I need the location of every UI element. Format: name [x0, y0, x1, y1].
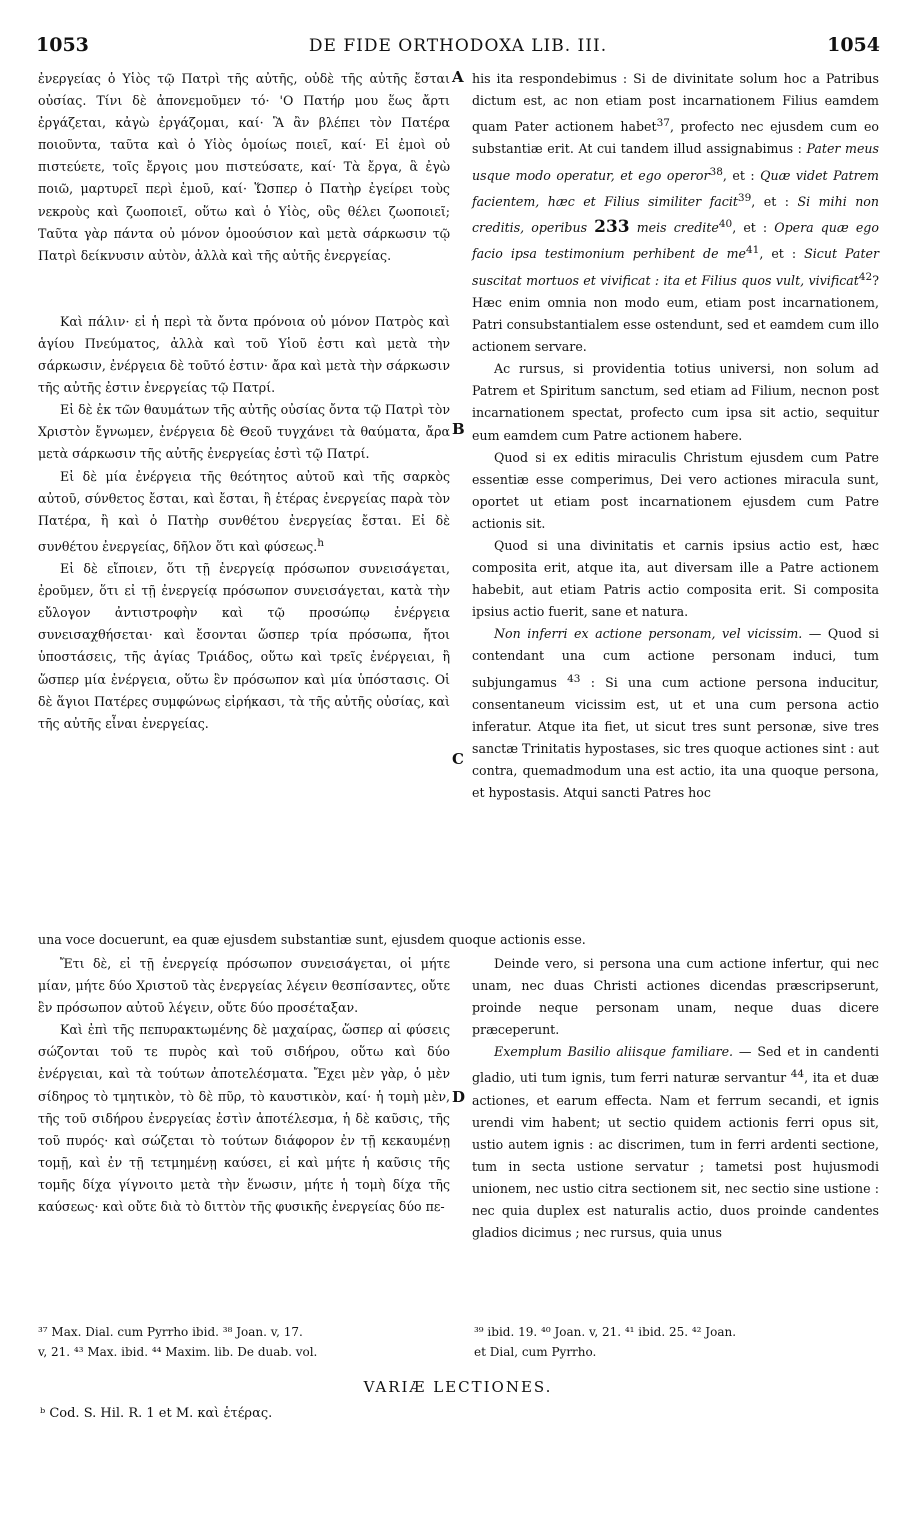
footnote-ref: 41 [745, 244, 760, 257]
scripture-quote: Sicut Pater suscitat mortuos et vivificat : ita et Filius quos vult, vivificat [472, 246, 879, 288]
latin-paragraph-2: Ac rursus, si providentia totius universi, non solum ad Patrem et Spiritum sanctum, sed etiam ad Filium, necnon post incarnationem spectat, profecto cum ipsa sit actio, sequitur eum eamdem cum Patre actionem habere. [472, 361, 879, 443]
margin-marker-a: A [452, 68, 464, 86]
scripture-quote: Opera quæ ego facio ipsa testimonium perhibent de me [472, 220, 879, 262]
page-number-left: 1053 [36, 34, 89, 56]
latin-paragraph-6: Deinde vero, si persona una cum actione infertur, qui nec unam, nec duas Christi actiones dicendas præscripserunt, proinde neque personam unam, neque duas dicere præceperunt. [472, 956, 879, 1038]
latin-text: , et : [751, 194, 789, 210]
footnote-ref: 42 [858, 270, 873, 283]
footnote-ref: 40 [718, 218, 733, 231]
greek-paragraph-7: Καὶ ἐπὶ τῆς πεπυρακτωμένης δὲ μαχαίρας, ὥσπερ αἱ φύσεις σώζονται τοῦ τε πυρὸς καὶ τοῦ σιδήρου, οὕτω καὶ δύο ἐνέργειαι, καὶ τὰ τούτων ἀποτελέσματα. Ἔχει μὲν γὰρ, ὁ μὲν σίδηρος τὸ τμητικὸν, τὸ δὲ πῦρ, τὸ καυστικὸν, καί· ἡ τομὴ μὲν, τῆς τοῦ σιδήρου ἐνεργείας ἐστὶν ἀποτέλεσμα, ἡ δὲ καῦσις, τῆς τοῦ πυρός· καὶ σώζεται τὸ τούτων διάφορον ἐν τῇ κεκαυμένῃ τομῇ, καὶ ἐν τῇ τετμημένῃ καύσει, εἰ καὶ μήτε ἡ καῦσις τῆς τομῆς δίχα γίγνοιτο μετὰ τὴν ἕνωσιν, μήτε ἡ τομὴ δίχα τῆς καύσεως· καὶ οὔτε διὰ τὸ διττὸν τῆς φυσικῆς ἐνεργείας δύο πε- [38, 1022, 450, 1215]
latin-text: , profecto nec ejusdem cum eo substantiæ erit. At cui tandem illud assignabimus : [472, 119, 880, 157]
page-number-right: 1054 [827, 34, 880, 56]
footnote-ref: 38 [709, 165, 723, 178]
greek-paragraph-4 [38, 466, 450, 559]
latin-text: Quod si contendant una cum actione personam induci, tum subjungamus [472, 626, 879, 690]
footnote-ref: 39 [737, 191, 752, 204]
latin-column-lower [472, 953, 879, 1244]
latin-text: , et : [722, 167, 755, 183]
full-width-line: una voce docuerunt, ea quæ ejusdem substantiæ sunt, ejusdem quoque actionis esse. [38, 932, 586, 947]
greek-paragraph-2: Καὶ πάλιν· εἰ ἡ περὶ τὰ ὄντα πρόνοια οὐ μόνον Πατρὸς καὶ ἁγίου Πνεύματος, ἀλλὰ καὶ τοῦ Υἱοῦ ἐστι καὶ μετὰ τὴν σάρκωσιν, ἐνέργεια δὲ τοῦτό ἐστιν· ἄρα καὶ μετὰ τὴν σάρκωσιν τῆς αὐτῆς ἐστιν ἐνεργείας τῷ Πατρί. [38, 313, 450, 396]
latin-paragraph-1 [472, 68, 879, 358]
latin-paragraph-3: Quod si ex editis miraculis Christum ejusdem cum Patre essentiæ esse comperimus, Dei vero actiones miracula sunt, oportet ut etiam post incarnationem ejusdem cum Patre actionis sit. [472, 449, 879, 531]
scripture-quote: Si mihi non creditis, operibus [472, 194, 879, 236]
margin-marker-d: D [452, 1088, 466, 1106]
running-title: DE FIDE ORTHODOXA LIB. III. [308, 36, 608, 56]
footnote-line: et Dial, cum Pyrrho. [474, 1345, 597, 1359]
greek-paragraph-1: ἐνεργείας ὁ Υἱὸς τῷ Πατρὶ τῆς αὐτῆς, οὐδὲ τῆς αὐτῆς ἔσται οὐσίας. Τίνι δὲ ἀπονεμοῦμεν τό· 'Ο Πατήρ μου ἕως ἄρτι ἐργάζεται, κἀγὼ ἐργάζομαι, καί· Ἃ ἂν βλέπει τὸν Πατέρα ποιοῦντα, ταῦτα καὶ ὁ Υἱὸς ὁμοίως ποιεῖ, καί· Εἰ ἐμοὶ οὐ πιστεύετε, τοῖς ἔργοις μου πιστεύσατε, καί· Τὰ ἔργα, ἃ ἐγὼ ποιῶ, μαρτυρεῖ περὶ ἐμοῦ, καί· Ὥσπερ ὁ Πατὴρ ἐγείρει τοὺς νεκροὺς καὶ ζωοποιεῖ, οὕτω καὶ ὁ Υἱὸς, οὓς θέλει ζωοποιεῖ; Ταῦτα γὰρ πάντα οὐ μόνον ὁμοούσιον καὶ μετὰ σάρκωσιν τῷ Πατρὶ δείκνυσιν αὐτὸν, ἀλλὰ καὶ τῆς αὐτῆς ἐνεργείας. [38, 71, 450, 263]
latin-text: : Si una cum actione persona inducitur, consentaneum vicissim est, ut et una cum persona actio inferatur. Atque ita fiet, ut sicut tres sunt personæ, sive tres sanctæ Trinitatis hypostases, sic tres quoque actiones sint : aut contra, quemadmodum una est actio, ita una quoque persona, et hypostasis. Atqui sancti Patres hoc [472, 674, 879, 801]
greek-paragraph-6: Ἔτι δὲ, εἰ τῇ ἐνεργείᾳ πρόσωπον συνεισάγεται, οἱ μήτε μίαν, μήτε δύο Χριστοῦ τὰς ἐνεργείας λέγειν θεσπίσαντες, οὔτε ἓν πρόσωπον αὐτοῦ λέγειν, οὔτε δύο προσέταξαν. [38, 956, 450, 1016]
footnote-line: ³⁷ Max. Dial. cum Pyrrho ibid. ³⁸ Joan. v, 17. [38, 1325, 303, 1339]
footnotes-left [38, 1322, 317, 1362]
latin-paragraph-5 [472, 623, 879, 804]
greek-paragraph-4-text: Εἰ δὲ μία ἐνέργεια τῆς θεότητος αὐτοῦ καὶ τῆς σαρκὸς αὐτοῦ, σύνθετος ἔσται, καὶ ἔσται, ἢ ἑτέρας ἐνεργείας παρὰ τὸν Πατέρα, ἢ καὶ ὁ Πατὴρ συνθέτου ἐνεργείας ἔσται. Εἰ δὲ συνθέτου ἐνεργείας, δῆλον ὅτι καὶ φύσεως. [38, 468, 450, 554]
scripture-quote: meis credite [636, 220, 719, 236]
latin-text: , et : [759, 246, 797, 262]
variant-marker: h [317, 536, 324, 549]
variae-lectiones-title: VARIÆ LECTIONES. [363, 1378, 553, 1396]
section-heading: Exemplum Basilio aliisque familiare. — [494, 1044, 752, 1060]
latin-paragraph-4: Quod si una divinitatis et carnis ipsius actio est, hæc composita erit, atque ita, aut diversam ille a Patre actionem habebit, aut etiam Patris actio composita erit. Si composita ipsius actio fuerit, sane et natura. [472, 538, 879, 620]
footnote-ref: 44 [790, 1068, 805, 1081]
greek-column [38, 68, 450, 735]
running-header [36, 34, 880, 66]
greek-paragraph-3: Εἰ δὲ ἐκ τῶν θαυμάτων τῆς αὐτῆς οὐσίας ὄντα τῷ Πατρὶ τὸν Χριστὸν ἔγνωμεν, ἐνέργεια δὲ Θεοῦ τυγχάνει τὰ θαύματα, ἄρα μετὰ σάρκωσιν τῆς αὐτῆς ἐνεργείας ἐστὶ τῷ Πατρί. [38, 402, 450, 462]
footnote-line: v, 21. ⁴³ Max. ibid. ⁴⁴ Maxim. lib. De duab. vol. [38, 1345, 318, 1359]
latin-text: , et : [732, 220, 768, 236]
scripture-quote: Pater meus usque modo operatur, et ego operor [472, 141, 879, 183]
margin-marker-b: B [452, 420, 465, 438]
latin-text: Sed et in candenti gladio, uti tum ignis, tum ferri naturæ servantur [472, 1044, 879, 1086]
margin-marker-c: C [452, 750, 464, 768]
greek-paragraph-5: Εἰ δὲ εἴποιεν, ὅτι τῇ ἐνεργείᾳ πρόσωπον συνεισάγεται, ἐροῦμεν, ὅτι εἰ τῇ ἐνεργείᾳ πρόσωπον συνεισάγεται, κατὰ τὴν εὔλογον ἀντιστροφὴν καὶ τῷ προσώπῳ ἐνέργεια συνεισαχθήσεται· καὶ ἔσονται ὥσπερ τρία πρόσωπα, ἤτοι ὑποστάσεις, τῆς ἁγίας Τριάδος, οὕτω καὶ τρεῖς ἐνέργειαι, ἢ ὥσπερ μία ἐνέργεια, οὕτω ἓν πρόσωπον καὶ μία ὑπόστασις. Οἱ δὲ ἅγιοι Πατέρες συμφώνως εἰρήκασι, τὰ τῆς αὐτῆς οὐσίας, καὶ τῆς αὐτῆς εἶναι ἐνεργείας. [38, 561, 450, 731]
section-heading: Non inferri ex actione personam, vel vicissim. — [494, 626, 822, 642]
latin-column [472, 68, 879, 804]
latin-text: , ita et duæ actiones, et earum effecta. Nam et ferrum secandi, et ignis urendi vim habent; ut sectio quidem actionis ferri opus sit, ustio autem ignis : ac discrimen, tum in ferri ardenti sectione, tum in secta ustione servatur ; tametsi post hujusmodi unionem, nec ustio citra sectionem sit, nec sectio sine ustione : nec quia duplex est naturalis actio, duos proinde candentes gladios dicimus ; nec rursus, quia unus [472, 1070, 879, 1241]
footnote-ref: 43 [567, 672, 581, 685]
variae-lectiones-note: ᵇ Cod. S. Hil. R. 1 et M. καὶ ἑτέρας. [40, 1406, 273, 1421]
latin-paragraph-7 [472, 1041, 879, 1244]
latin-text: ? Hæc enim omnia non modo eum, etiam post incarnationem, Patri consubstantialem esse ostendunt, sed et eamdem cum illo actionem servare. [472, 272, 879, 355]
scripture-quote: Quæ videt Patrem facientem, hæc et Filius similiter facit [472, 167, 879, 210]
footnote-ref: 37 [656, 117, 670, 130]
footnote-line: ³⁹ ibid. 19. ⁴⁰ Joan. v, 21. ⁴¹ ibid. 25. ⁴² Joan. [474, 1325, 737, 1339]
latin-text: his ita respondebimus : Si de divinitate solum hoc a Patribus dictum est, ac non etiam post incarnationem Filius eamdem quam Pater actionem habet [472, 71, 879, 135]
column-number: 233 [594, 217, 630, 238]
footnotes-right [474, 1322, 736, 1362]
greek-column-lower [38, 953, 450, 1218]
